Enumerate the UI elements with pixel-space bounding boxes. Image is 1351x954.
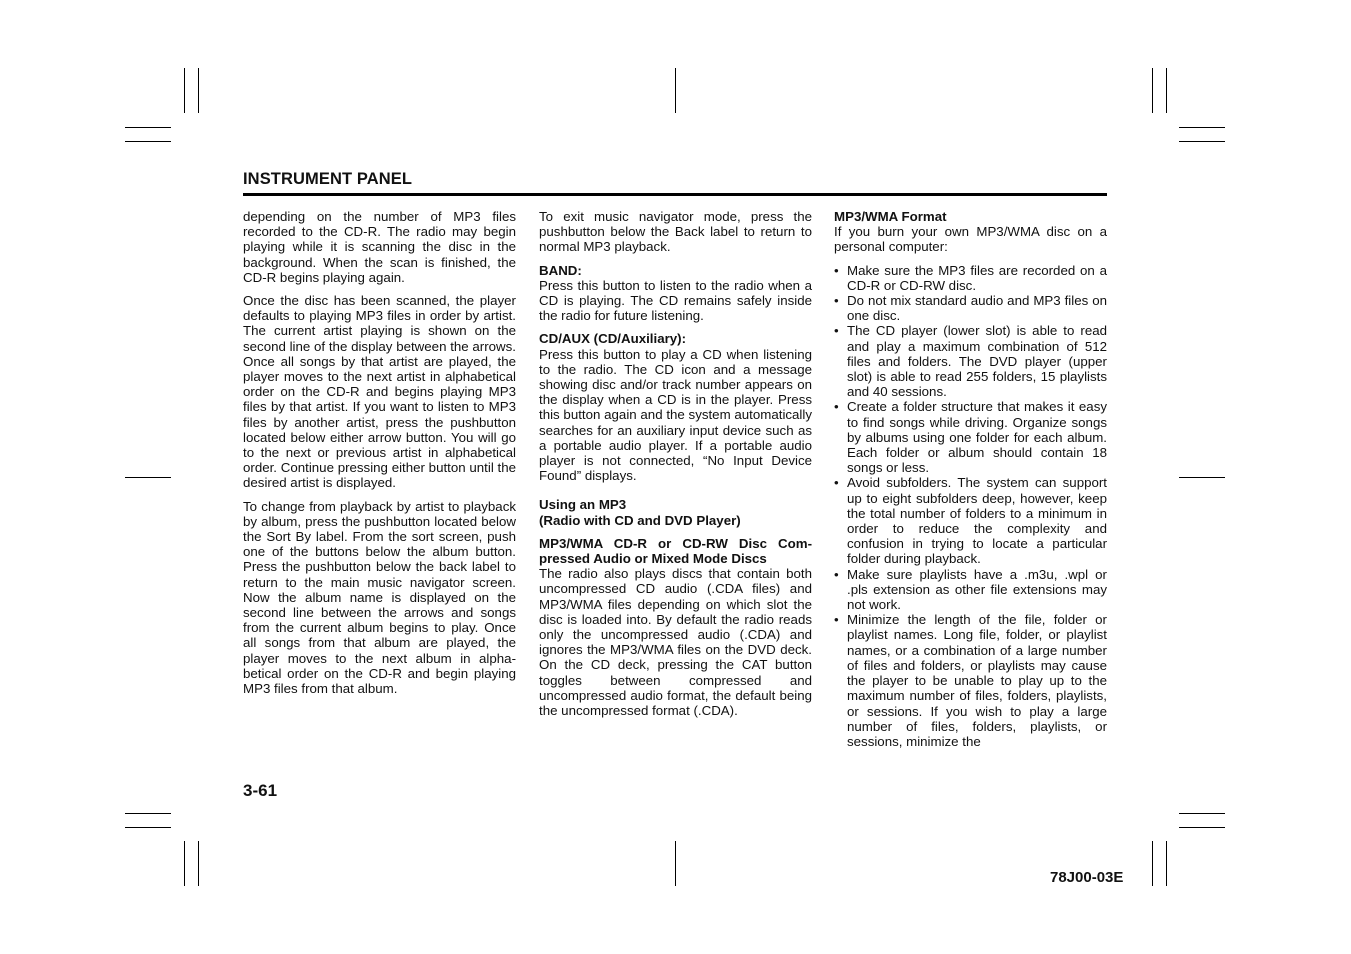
bullet-list: [834, 263, 1107, 750]
crop-mark: [675, 68, 676, 113]
crop-mark: [125, 827, 171, 828]
crop-mark: [198, 841, 199, 886]
list-item: • Do not mix standard audio and MP3 files on one disc.: [834, 293, 1107, 323]
column-2: [539, 209, 812, 726]
crop-mark: [1179, 141, 1225, 142]
crop-mark: [125, 127, 171, 128]
paragraph: If you burn your own MP3/WMA disc on a personal computer:: [834, 224, 1107, 255]
crop-mark: [1179, 827, 1225, 828]
disc-heading: MP3/WMA CD-R or CD-RW Disc Compressed Audio or Mixed Mode Discs: [539, 535, 812, 567]
crop-mark: [1152, 68, 1153, 113]
page-header: [243, 168, 1107, 190]
column-1: [243, 209, 516, 704]
list-item: • Create a folder structure that makes it easy to find songs while driving. Organize songs by albums using one folder for each album. Each folder or album should contain 18 songs or less.: [834, 399, 1107, 475]
paragraph: To exit music navigator mode, press the pushbutton below the Back label to return to normal MP3 playback.: [539, 209, 812, 255]
mp3-heading: Using an MP3: [539, 497, 627, 513]
paragraph: Once the disc has been scanned, the player defaults to playing MP3 files in order by artist. The current artist playing is shown on the second line of the display between the arrows. Once all songs by that artist are played, the player moves to the next artist in alphabetical order on the CD-R and begins playing MP3 files by that artist. If you want to listen to MP3 files by another artist, press the pushbutton located below either arrow button. You will go to the next or previous artist in alphabetical order. Continue pressing either button until the desired artist is displayed.: [243, 293, 516, 491]
paragraph: Press this button to listen to the radio when a CD is playing. The CD remains safely inside the radio for future listening.: [539, 277, 812, 324]
mp3-subheading: (Radio with CD and DVD Player): [539, 512, 741, 528]
crop-mark: [184, 68, 185, 113]
cdaux-heading: CD/AUX (CD/Auxiliary):: [539, 331, 687, 347]
paragraph: To change from playback by artist to playback by album, press the pushbutton located below the Sort By label. From the sort screen, push one of the buttons below the album button. Press the pushbutton below the back label to return to the main music navigator screen. Now the album name is displayed on the second line between the arrows and songs from the current album begins to play. Once all songs from that album are played, the player moves to the next album in alphabetical order on the CD-R and begin playing MP3 files from that album.: [243, 498, 516, 697]
crop-mark: [1179, 477, 1225, 478]
crop-mark: [198, 68, 199, 113]
paragraph: depending on the number of MP3 files recorded to the CD-R. The radio may begin playing while it is scanning the disc in the background. When the scan is finished, the CD-R begins playing again.: [243, 209, 516, 285]
page-number: 3-61: [243, 781, 278, 800]
crop-mark: [125, 141, 171, 142]
crop-mark: [1166, 68, 1167, 113]
crop-mark: [675, 841, 676, 886]
paragraph: Press this button to play a CD when listening to the radio. The CD icon and a message showing disc and/or track number appears on the display when a CD is in the player. Press this button again and the system automatically searches for an auxiliary input device such as a portable audio player. If a portable audio player is not connected, “No Input Device Found” displays.: [539, 346, 812, 484]
crop-mark: [1179, 127, 1225, 128]
section-title: INSTRUMENT PANEL: [243, 170, 413, 188]
crop-mark: [125, 477, 171, 478]
list-item: • Make sure the MP3 files are recorded on a CD-R or CD-RW disc.: [834, 263, 1107, 293]
crop-mark: [1179, 813, 1225, 814]
crop-mark: [184, 841, 185, 886]
band-heading: BAND:: [539, 262, 582, 278]
list-item: • Minimize the length of the file, folder or playlist names. Long file, folder, or playlist names, or a combination of a large number of files and folders, or playlists may cause the player to be unable to play up to the maximum number of files, folders, playlists, or sessions. If you wish to play a large number of files, folders, playlists, or sessions, minimize the: [834, 612, 1107, 749]
paragraph: The radio also plays discs that contain both uncompressed CD audio (.CDA files) and MP3/WMA files depending on which slot the disc is loaded into. By default the radio reads only the uncompressed audio (.CDA) and ignores the MP3/WMA files on the DVD deck. On the CD deck, pressing the CAT button toggles between compressed and uncompressed audio format, the default being the uncompressed format (.CDA).: [539, 566, 812, 719]
document-code: 78J00-03E: [1050, 869, 1124, 886]
column-3: [834, 209, 1107, 749]
list-item: • Make sure playlists have a .m3u, .wpl or .pls extension as other file extensions may not work.: [834, 567, 1107, 613]
crop-mark: [1166, 841, 1167, 886]
format-heading: MP3/WMA Format: [834, 209, 947, 224]
list-item: • The CD player (lower slot) is able to read and play a maximum combination of 512 files and folders. The DVD player (upper slot) is able to read 255 folders, 15 playlists and 40 sessions.: [834, 323, 1107, 399]
list-item: • Avoid subfolders. The system can support up to eight subfolders deep, however, keep the total number of folders to a minimum in order to reduce the complexity and confusion in trying to locate a particular folder during playback.: [834, 475, 1107, 566]
crop-mark: [1152, 841, 1153, 886]
crop-mark: [125, 813, 171, 814]
header-rule: [243, 193, 1107, 196]
